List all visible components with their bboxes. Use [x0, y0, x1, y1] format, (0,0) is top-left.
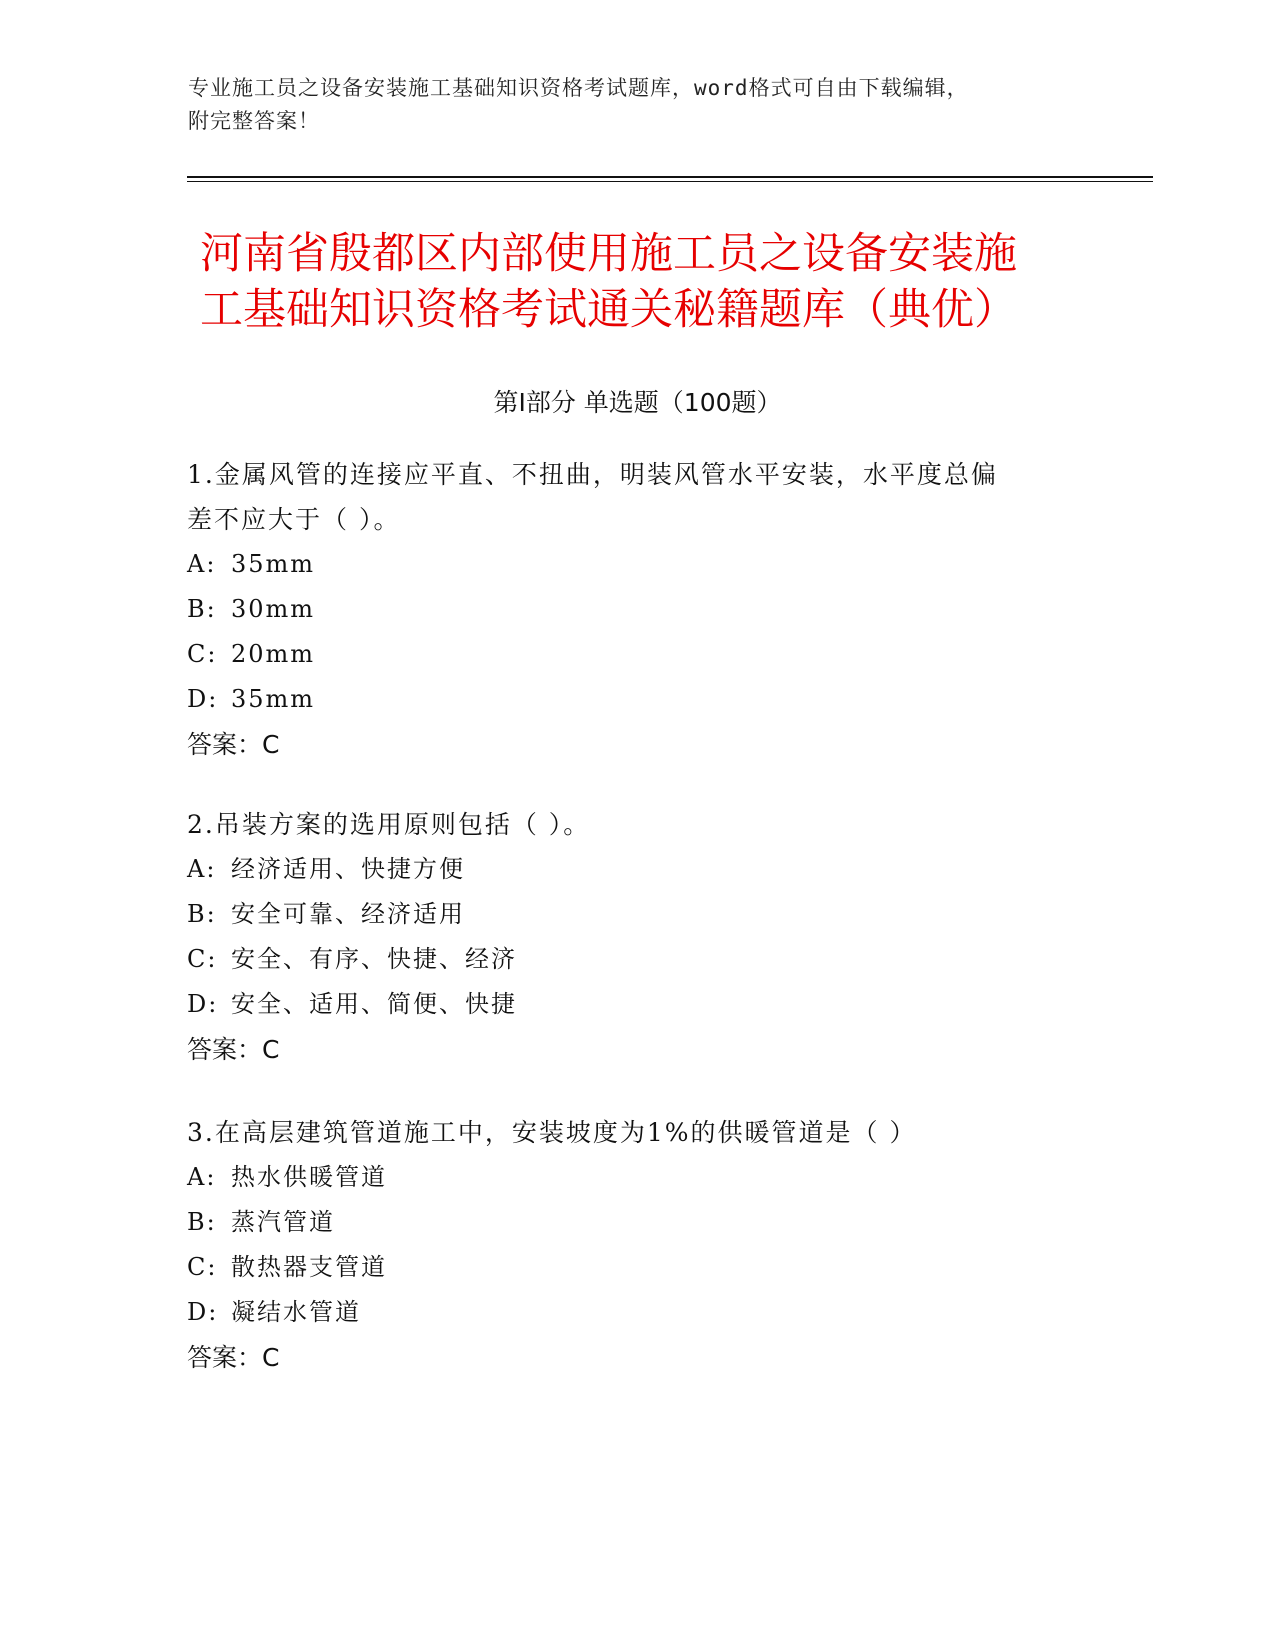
header-note-line1: 专业施工员之设备安装施工基础知识资格考试题库，word格式可自由下载编辑， [188, 76, 969, 100]
document-title [200, 226, 1080, 338]
header-divider-thick [187, 176, 1153, 178]
option-b [187, 587, 1067, 632]
option-letter: B: [187, 1208, 217, 1236]
option-b [187, 1200, 1067, 1245]
question-stem: 1.金属风管的连接应平直、不扭曲，明装风管水平安装，水平度总偏 [187, 460, 998, 489]
option-b [187, 892, 1067, 937]
answer-label: 答案：C [187, 730, 280, 759]
option-letter: B: [187, 900, 217, 928]
document-title-line2: 工基础知识资格考试通关秘籍题库（典优） [200, 285, 1017, 335]
option-text: 安全、有序、快捷、经济 [231, 945, 517, 973]
option-c [187, 937, 1067, 982]
question-2 [187, 802, 1067, 1072]
option-d [187, 1290, 1067, 1335]
option-letter: B: [187, 595, 217, 623]
question-stem: 3.在高层建筑管道施工中，安装坡度为1%的供暖管道是（ ） [187, 1118, 917, 1147]
option-c [187, 1245, 1067, 1290]
header-note [188, 72, 1068, 138]
option-a [187, 847, 1067, 892]
option-text: 蒸汽管道 [231, 1208, 335, 1236]
option-d [187, 982, 1067, 1027]
option-letter: C: [187, 1253, 218, 1281]
answer-label: 答案：C [187, 1035, 280, 1064]
question-1 [187, 452, 1067, 767]
option-d [187, 677, 1067, 722]
question-stem: 2.吊装方案的选用原则包括（ ）。 [187, 810, 591, 839]
header-note-line2: 附完整答案！ [188, 109, 320, 133]
option-letter: A: [187, 550, 217, 578]
option-letter: D: [187, 685, 219, 713]
section-title: 第Ⅰ部分 单选题（100题） [493, 388, 782, 417]
option-text: 35mm [231, 685, 316, 713]
option-c [187, 632, 1067, 677]
question-stem-continued: 差不应大于（ ）。 [187, 505, 401, 534]
option-letter: A: [187, 1163, 217, 1191]
option-letter: D: [187, 1298, 219, 1326]
document-title-line1: 河南省殷都区内部使用施工员之设备安装施 [200, 229, 1017, 279]
option-text: 经济适用、快捷方便 [231, 855, 465, 883]
question-3 [187, 1110, 1067, 1380]
option-text: 热水供暖管道 [231, 1163, 387, 1191]
option-text: 30mm [231, 595, 316, 623]
option-text: 散热器支管道 [231, 1253, 387, 1281]
option-letter: D: [187, 990, 219, 1018]
option-letter: A: [187, 855, 217, 883]
option-a [187, 1155, 1067, 1200]
header-divider-thin [187, 181, 1153, 182]
answer-label: 答案：C [187, 1343, 280, 1372]
option-letter: C: [187, 945, 218, 973]
option-text: 35mm [231, 550, 316, 578]
option-letter: C: [187, 640, 218, 668]
option-text: 凝结水管道 [231, 1298, 361, 1326]
option-a [187, 542, 1067, 587]
option-text: 安全可靠、经济适用 [231, 900, 465, 928]
option-text: 安全、适用、简便、快捷 [231, 990, 517, 1018]
option-text: 20mm [231, 640, 316, 668]
